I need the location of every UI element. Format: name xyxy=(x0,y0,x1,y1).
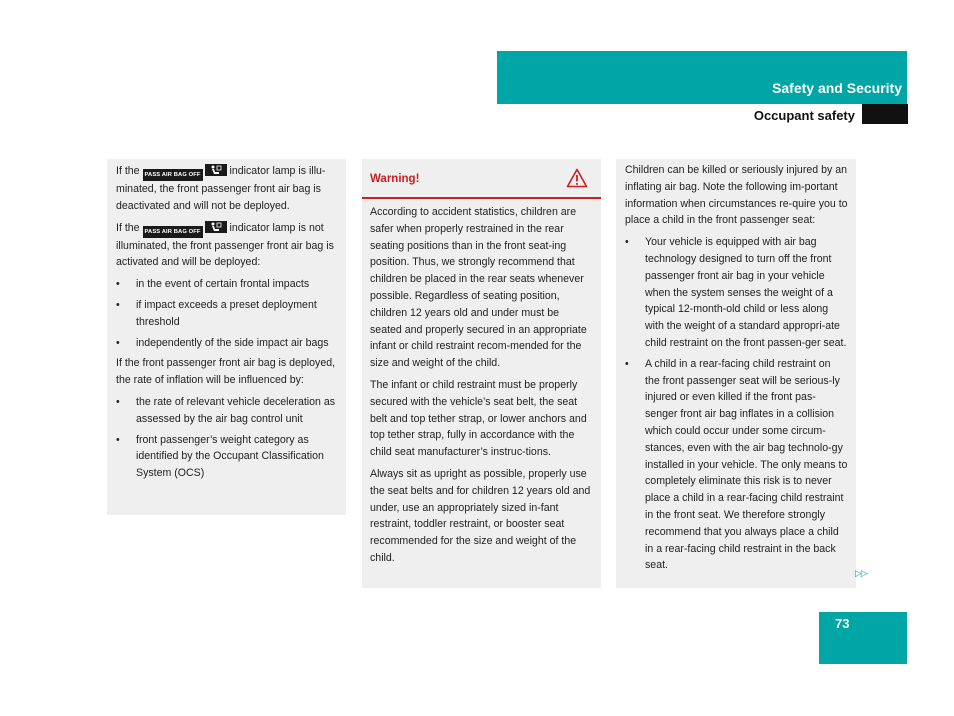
pass-airbag-off-lamp: PASS AIR BAG OFF xyxy=(143,169,203,181)
list-item: • front passenger’s weight category as identified by the Occupant Classification System (OCS) xyxy=(116,432,338,482)
warning-body xyxy=(362,199,601,567)
list-item: • A child in a rear-facing child restraint on the front passenger seat will be serious-ly injured or even killed if the front pas-senger front air bag inflates in a collision which could occur under some circum-stances, even with the air bag technolo-gy installed in your vehicle. The only means to completely eliminate this risk is to never place a child in a rear-facing child restraint in the front seat. We therefore strongly recommend that you always place a child in a rear-facing child restraint in the back seat. xyxy=(625,356,848,574)
list-item: • independently of the side impact air bags xyxy=(116,335,338,352)
child-safety-list xyxy=(625,234,848,574)
text: If the xyxy=(116,221,140,234)
paragraph: According to accident statistics, children are safer when properly restrained in the rear seating positions than in the front seat-ing position. Thus, we strongly recommend that children be placed in the rear seats whenever possible. Regardless of seating position, children 12 years old and under must be seated and properly secured in an appropriate infant or child restraint recom-mended for the size and weight of the child. xyxy=(370,206,587,370)
column-child-safety xyxy=(616,159,856,588)
text: indicator lamp is illu-minated, the front passenger front air bag is deactivated and will not be deployed. xyxy=(116,165,326,212)
text: If the xyxy=(116,165,140,177)
paragraph: Children can be killed or seriously injured by an inflating air bag. Note the following im-portant information when circumstances re-quire you to place a child in the front passenger seat: xyxy=(625,164,848,227)
seat-airbag-icon xyxy=(205,164,227,176)
warning-header xyxy=(362,159,601,199)
page-number-box xyxy=(819,612,907,664)
paragraph: Always sit as upright as possible, properly use the seat belts and for children 12 years old and under, use an appropriately sized in-fant restraint, toddler restraint, or booster seat recommended for the size and weight of the child. xyxy=(370,467,591,564)
list-item: • in the event of certain frontal impacts xyxy=(116,276,338,293)
paragraph-lamp-off xyxy=(116,220,338,272)
list-item: • Your vehicle is equipped with air bag technology designed to turn off the front passenger front air bag in your vehicle when the system senses the weight of a typical 12-month-old child or less along with the weight of a standard appropri-ate child restraint on the front passen-ger seat. xyxy=(625,234,848,352)
paragraph-inflation: If the front passenger front air bag is deployed, the rate of inflation will be influenced by: xyxy=(116,357,336,387)
paragraph: The infant or child restraint must be properly secured with the vehicle’s seat belt, the seat belt and top tether strap, or lower anchors and top tether strap, fully in accordance with the child seat manufacturer’s instruc-tions. xyxy=(370,378,587,459)
list-item: • the rate of relevant vehicle deceleration as assessed by the air bag control unit xyxy=(116,394,338,428)
section-title: Safety and Security xyxy=(772,80,902,96)
paragraph-lamp-on xyxy=(116,163,338,215)
text: indicator lamp is not illuminated, the front passenger front air bag is activated and will be deployed: xyxy=(116,221,334,269)
warning-label: Warning! xyxy=(370,173,420,185)
continue-arrows-icon: ▷▷ xyxy=(855,568,867,578)
subsection-marker-bar xyxy=(862,104,908,124)
subsection-title: Occupant safety xyxy=(753,108,855,123)
page-number: 73 xyxy=(835,616,850,631)
inflation-factors-list xyxy=(116,394,338,482)
column-airbag-deployment xyxy=(107,159,346,515)
header-band xyxy=(497,51,907,104)
warning-box xyxy=(362,159,601,588)
seat-airbag-icon xyxy=(205,221,227,233)
list-item: • if impact exceeds a preset deployment threshold xyxy=(116,297,338,331)
warning-triangle-icon xyxy=(566,168,588,194)
pass-airbag-off-lamp: PASS AIR BAG OFF xyxy=(143,226,203,238)
deployment-conditions-list xyxy=(116,276,338,351)
